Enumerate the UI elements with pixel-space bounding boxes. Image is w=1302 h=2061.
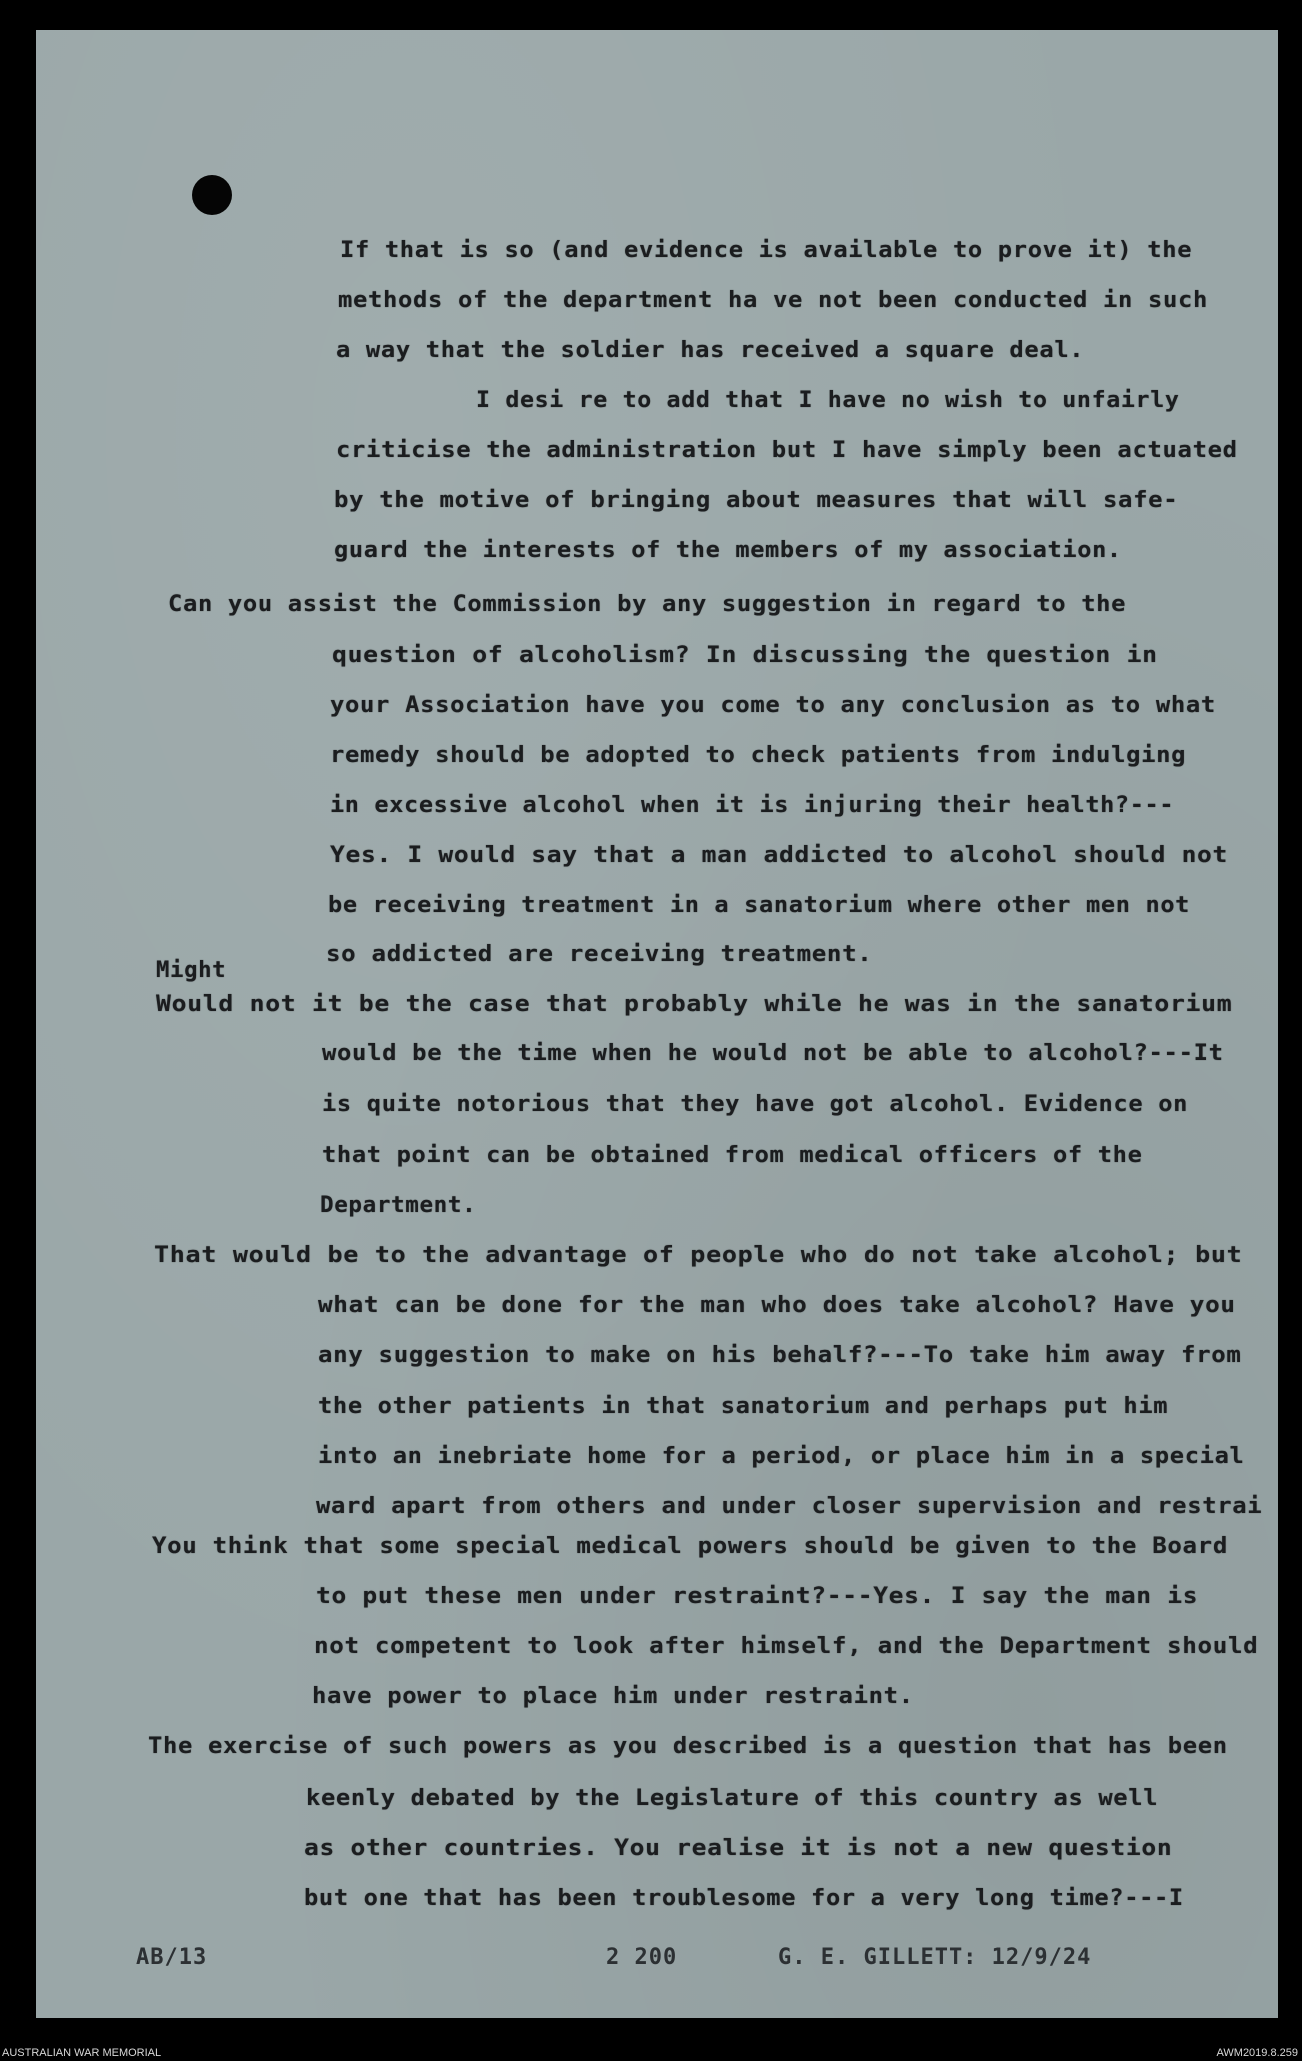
typed-line: You think that some special medical powers should be given to the Board (152, 1534, 1229, 1559)
typed-line: what can be done for the man who does take alcohol? Have you (318, 1293, 1236, 1318)
typed-line: remedy should be adopted to check patients from indulging (330, 743, 1187, 768)
typed-line: Department. (320, 1193, 477, 1218)
typed-line: Yes. I would say that a man addicted to alcohol should not (330, 843, 1229, 868)
typed-line: not competent to look after himself, and the Department should (314, 1634, 1259, 1659)
typed-line: question of alcoholism? In discussing the question in (332, 643, 1158, 668)
punch-hole (192, 175, 232, 215)
typed-line: The exercise of such powers as you described is a question that has been (148, 1734, 1228, 1759)
typed-line: is quite notorious that they have got alcohol. Evidence on (322, 1092, 1189, 1117)
typed-line: your Association have you come to any conclusion as to what (330, 693, 1216, 718)
typed-line: Might (156, 958, 227, 983)
typed-line: keenly debated by the Legislature of this country as well (306, 1786, 1159, 1811)
typed-line: would be the time when he would not be able to alcohol?---It (322, 1041, 1224, 1066)
typed-line: Can you assist the Commission by any suggestion in regard to the (168, 592, 1127, 617)
archive-credit: AUSTRALIAN WAR MEMORIAL (2, 2047, 162, 2059)
typed-line: to put these men under restraint?---Yes. I say the man is (316, 1584, 1199, 1609)
typed-line: methods of the department ha ve not been conducted in such (338, 288, 1209, 313)
typed-line: as other countries. You realise it is not a new question (304, 1836, 1173, 1861)
archive-reference: AWM2019.8.259 (1216, 2047, 1298, 2059)
typed-line: criticise the administration but I have simply been actuated (336, 438, 1238, 463)
typed-line: any suggestion to make on his behalf?---To take him away from (318, 1343, 1242, 1368)
speaker-date: G. E. GILLETT: 12/9/24 (778, 1945, 1092, 1970)
page-number: 2 200 (606, 1945, 678, 1970)
file-reference: AB/13 (136, 1945, 208, 1970)
typed-line: the other patients in that sanatorium and perhaps put him (318, 1394, 1169, 1419)
typed-line: I desi re to add that I have no wish to unfairly (476, 388, 1180, 413)
typed-page (36, 30, 1278, 2018)
typed-line: ward apart from others and under closer supervision and restrai (316, 1494, 1263, 1519)
typed-line: in excessive alcohol when it is injuring their health?--- (330, 793, 1175, 818)
typed-line: by the motive of bringing about measures that will safe- (334, 488, 1179, 513)
typed-line: have power to place him under restraint. (312, 1684, 914, 1709)
typed-line: a way that the soldier has received a square deal. (336, 338, 1085, 363)
typed-line: but one that has been troublesome for a very long time?---I (304, 1886, 1184, 1911)
typed-line: into an inebriate home for a period, or place him in a special (318, 1444, 1245, 1469)
typed-line: so addicted are receiving treatment. (326, 942, 873, 967)
typed-line: Would not it be the case that probably while he was in the sanatorium (156, 992, 1233, 1017)
typed-line: That would be to the advantage of people who do not take alcohol; but (154, 1243, 1243, 1268)
typed-line: be receiving treatment in a sanatorium where other men not (328, 893, 1191, 918)
typed-line: If that is so (and evidence is available to prove it) the (340, 238, 1193, 263)
typed-line: guard the interests of the members of my association. (334, 538, 1122, 563)
typed-line: that point can be obtained from medical officers of the (322, 1143, 1143, 1168)
